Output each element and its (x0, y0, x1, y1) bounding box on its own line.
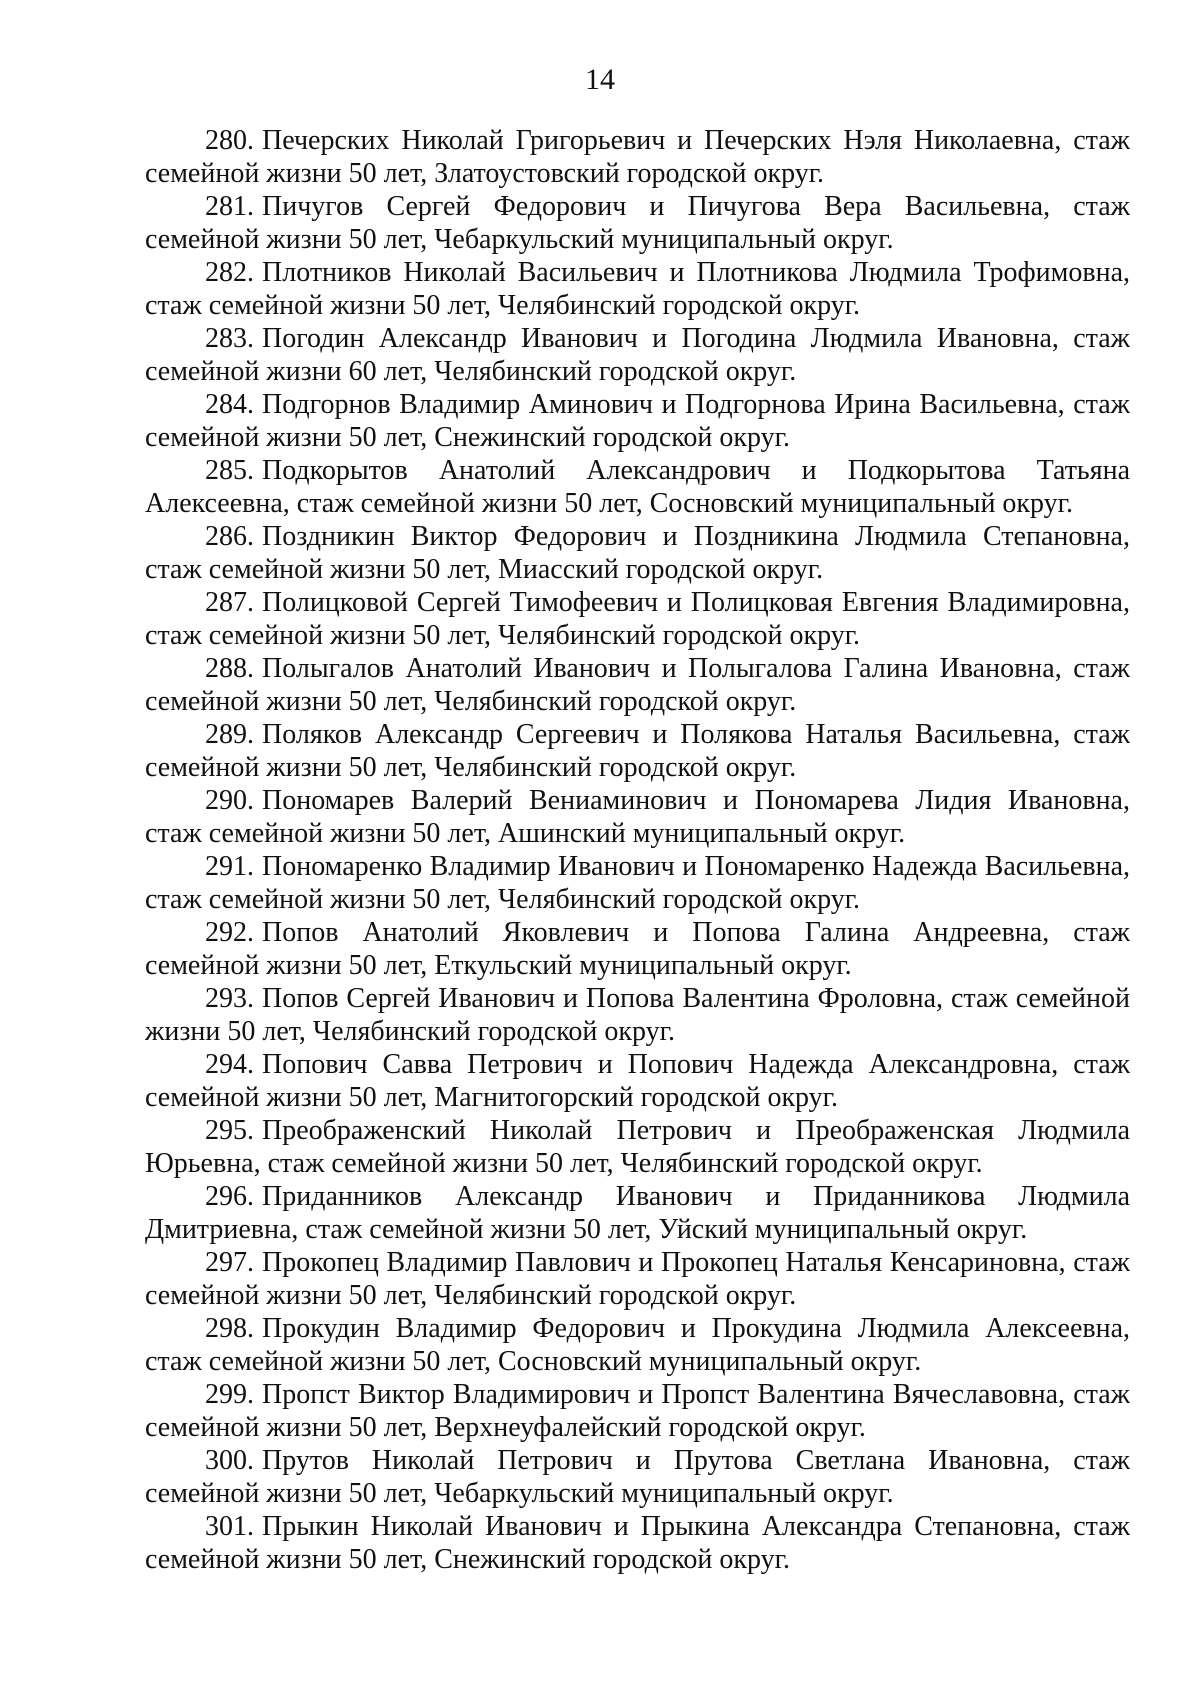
list-item-text: Плотников Николай Васильевич и Плотникова Людмила Трофимовна, стаж семейной жизни 50 лет, Челябинский городской округ. (145, 257, 1130, 321)
list-item-number: 301. (205, 1511, 254, 1542)
list-item-number: 284. (205, 389, 254, 420)
list-item-number: 283. (205, 323, 254, 354)
list-item-number: 280. (205, 125, 254, 156)
list-item-text: Пичугов Сергей Федорович и Пичугова Вера Васильевна, стаж семейной жизни 50 лет, Чебаркульский муниципальный округ. (145, 191, 1130, 255)
list-item-number: 288. (205, 653, 254, 684)
list-item (145, 454, 1130, 520)
list-item-text: Поздникин Виктор Федорович и Поздникина Людмила Степановна, стаж семейной жизни 50 лет, Миасский городской округ. (145, 521, 1130, 585)
list-item (145, 784, 1130, 850)
list-item-number: 292. (205, 917, 254, 948)
list-item (145, 388, 1130, 454)
list-item (145, 520, 1130, 586)
list-item (145, 190, 1130, 256)
list-item (145, 718, 1130, 784)
list-item (145, 652, 1130, 718)
list-item-text: Прокудин Владимир Федорович и Прокудина Людмила Алексеевна, стаж семейной жизни 50 лет, Сосновский муниципальный округ. (145, 1313, 1130, 1377)
list-item (145, 1180, 1130, 1246)
list-item-number: 300. (205, 1445, 254, 1476)
list-item (145, 850, 1130, 916)
list-item-text: Погодин Александр Иванович и Погодина Людмила Ивановна, стаж семейной жизни 60 лет, Челябинский городской округ. (145, 323, 1130, 387)
list-item (145, 916, 1130, 982)
list-item-text: Прутов Николай Петрович и Прутова Светлана Ивановна, стаж семейной жизни 50 лет, Чебаркульский муниципальный округ. (145, 1445, 1130, 1509)
list-item-number: 281. (205, 191, 254, 222)
list-item (145, 586, 1130, 652)
list-item-text: Пропст Виктор Владимирович и Пропст Валентина Вячеславовна, стаж семейной жизни 50 лет, Верхнеуфалейский городской округ. (145, 1379, 1130, 1443)
list-item-text: Преображенский Николай Петрович и Преображенская Людмила Юрьевна, стаж семейной жизни 50 лет, Челябинский городской округ. (145, 1115, 1130, 1179)
list-item (145, 1048, 1130, 1114)
list-item-number: 290. (205, 785, 254, 816)
list-item-text: Попов Анатолий Яковлевич и Попова Галина Андреевна, стаж семейной жизни 50 лет, Еткульский муниципальный округ. (145, 917, 1130, 981)
list-item-text: Приданников Александр Иванович и Приданникова Людмила Дмитриевна, стаж семейной жизни 50 лет, Уйский муниципальный округ. (145, 1181, 1130, 1245)
list-item-text: Прокопец Владимир Павлович и Прокопец Наталья Кенсариновна, стаж семейной жизни 50 лет, Челябинский городской округ. (145, 1247, 1130, 1311)
list-item-text: Полицковой Сергей Тимофеевич и Полицковая Евгения Владимировна, стаж семейной жизни 50 лет, Челябинский городской округ. (145, 587, 1130, 651)
list-item-number: 299. (205, 1379, 254, 1410)
list-item (145, 1312, 1130, 1378)
list-item-number: 298. (205, 1313, 254, 1344)
list-item (145, 124, 1130, 190)
list-item-text: Подкорытов Анатолий Александрович и Подкорытова Татьяна Алексеевна, стаж семейной жизни 50 лет, Сосновский муниципальный округ. (145, 455, 1130, 519)
list-item-number: 289. (205, 719, 254, 750)
list-item-text: Пономарев Валерий Вениаминович и Пономарева Лидия Ивановна, стаж семейной жизни 50 лет, Ашинский муниципальный округ. (145, 785, 1130, 849)
page-number: 14 (585, 63, 615, 96)
list-item-number: 296. (205, 1181, 254, 1212)
list-item-text: Попович Савва Петрович и Попович Надежда Александровна, стаж семейной жизни 50 лет, Магнитогорский городской округ. (145, 1049, 1130, 1113)
list-item-text: Попов Сергей Иванович и Попова Валентина Фроловна, стаж семейной жизни 50 лет, Челябинский городской округ. (145, 983, 1130, 1047)
list-item-number: 295. (205, 1115, 254, 1146)
list-item (145, 982, 1130, 1048)
list-item-number: 293. (205, 983, 254, 1014)
list-item-number: 282. (205, 257, 254, 288)
list-item (145, 1444, 1130, 1510)
list-item (145, 1378, 1130, 1444)
list-item-number: 286. (205, 521, 254, 552)
list-item (145, 322, 1130, 388)
list-item-text: Пономаренко Владимир Иванович и Пономаренко Надежда Васильевна, стаж семейной жизни 50 лет, Челябинский городской округ. (145, 851, 1130, 915)
list-item (145, 1510, 1130, 1576)
list-item (145, 1114, 1130, 1180)
list-item-text: Прыкин Николай Иванович и Прыкина Александра Степановна, стаж семейной жизни 50 лет, Снежинский городской округ. (145, 1511, 1130, 1575)
list-item-number: 285. (205, 455, 254, 486)
list-item-number: 291. (205, 851, 254, 882)
list-item (145, 1246, 1130, 1312)
list-item (145, 256, 1130, 322)
list-item-number: 294. (205, 1049, 254, 1080)
list-item-text: Подгорнов Владимир Аминович и Подгорнова Ирина Васильевна, стаж семейной жизни 50 лет, Снежинский городской округ. (145, 389, 1130, 453)
award-list (145, 124, 1130, 1576)
list-item-text: Полыгалов Анатолий Иванович и Полыгалова Галина Ивановна, стаж семейной жизни 50 лет, Челябинский городской округ. (145, 653, 1130, 717)
list-item-text: Печерских Николай Григорьевич и Печерских Нэля Николаевна, стаж семейной жизни 50 лет, Златоустовский городской округ. (145, 125, 1130, 189)
list-item-number: 287. (205, 587, 254, 618)
list-item-text: Поляков Александр Сергеевич и Полякова Наталья Васильевна, стаж семейной жизни 50 лет, Челябинский городской округ. (145, 719, 1130, 783)
list-item-number: 297. (205, 1247, 254, 1278)
